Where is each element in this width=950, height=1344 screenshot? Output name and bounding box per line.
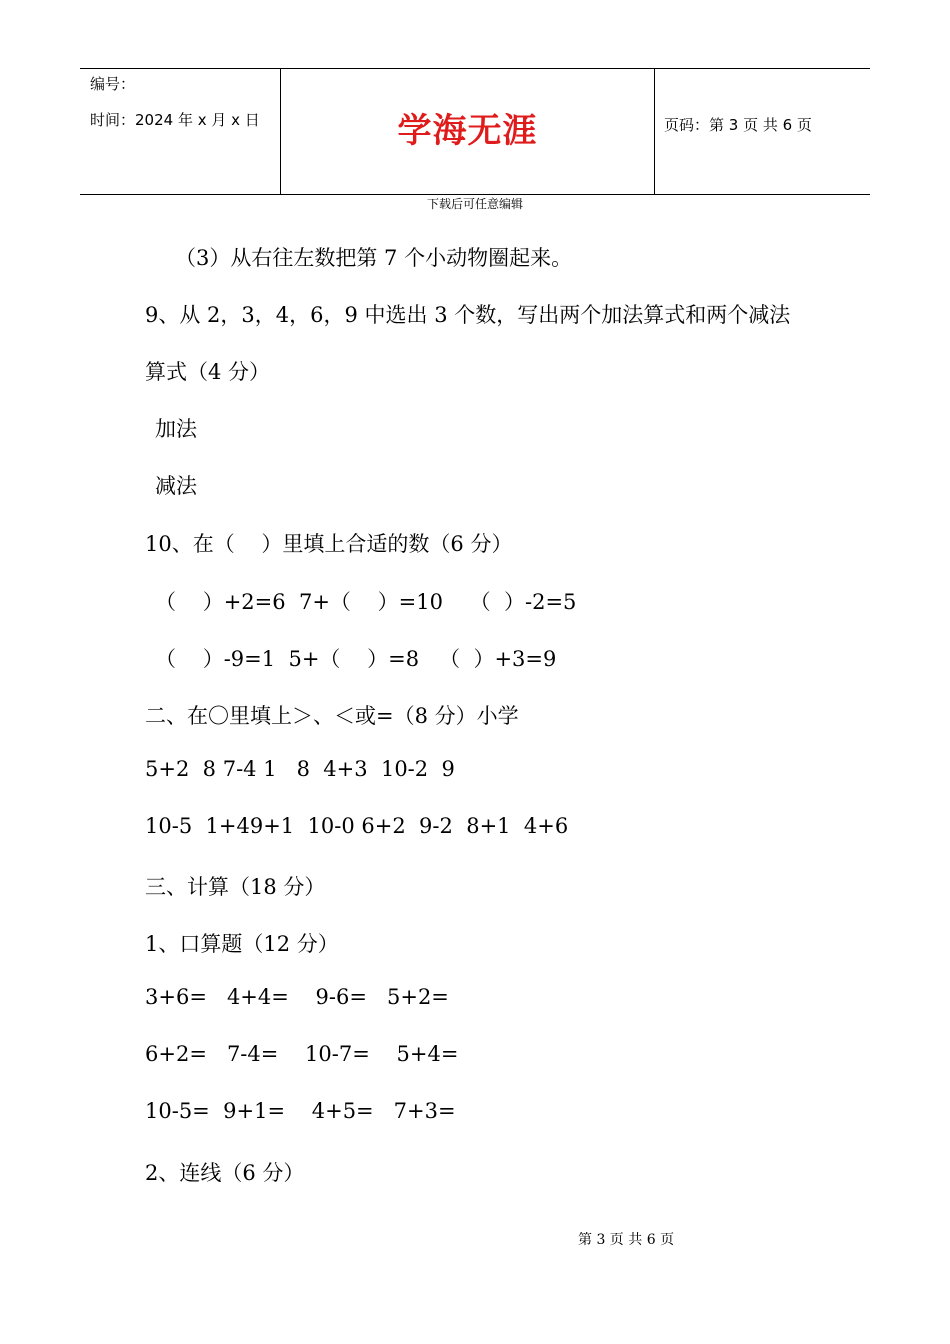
header-right-cell: [654, 69, 870, 194]
header-title-cell: [280, 69, 655, 194]
question-line: 5+2 8 7-4 1 8 4+3 10-2 9: [145, 757, 455, 781]
question-line: 10-5 1+49+1 10-0 6+2 9-2 8+1 4+6: [145, 814, 569, 838]
question-line: 减法: [155, 474, 197, 498]
header-left-cell: [80, 69, 280, 194]
question-line: 6+2= 7-4= 10-7= 5+4=: [145, 1042, 459, 1066]
question-line: 1、口算题（12 分）: [145, 932, 339, 956]
question-line: 2、连线（6 分）: [145, 1161, 305, 1185]
question-line: 9、从 2，3，4，6，9 中选出 3 个数，写出两个加法算式和两个减法: [145, 303, 791, 327]
question-line: 3+6= 4+4= 9-6= 5+2=: [145, 985, 449, 1009]
question-line: 10、在（ ）里填上合适的数（6 分）: [145, 532, 513, 556]
editable-note: 下载后可任意编辑: [426, 197, 523, 211]
question-line: （3）从右往左数把第 7 个小动物圈起来。: [175, 246, 573, 270]
question-line: （ ）-9=1 5+（ ）=8 （ ）+3=9: [155, 647, 557, 671]
question-line: 10-5= 9+1= 4+5= 7+3=: [145, 1099, 456, 1123]
header-table: [80, 68, 870, 195]
question-line: 算式（4 分）: [145, 360, 271, 384]
page-footer: 第 3 页 共 6 页: [578, 1232, 675, 1248]
time-label: 时间：2024 年 x 月 x 日: [90, 111, 260, 129]
question-line: 三、计算（18 分）: [145, 875, 326, 899]
question-line: （ ）+2=6 7+（ ）=10 （ ）-2=5: [155, 590, 577, 614]
serial-label: 编号：: [90, 75, 136, 93]
page-code: 页码：第 3 页 共 6 页: [664, 116, 812, 134]
question-line: 加法: [155, 417, 197, 441]
brand-title: 学海无涯: [397, 111, 538, 151]
question-line: 二、在〇里填上＞、＜或=（8 分）小学: [145, 704, 519, 728]
